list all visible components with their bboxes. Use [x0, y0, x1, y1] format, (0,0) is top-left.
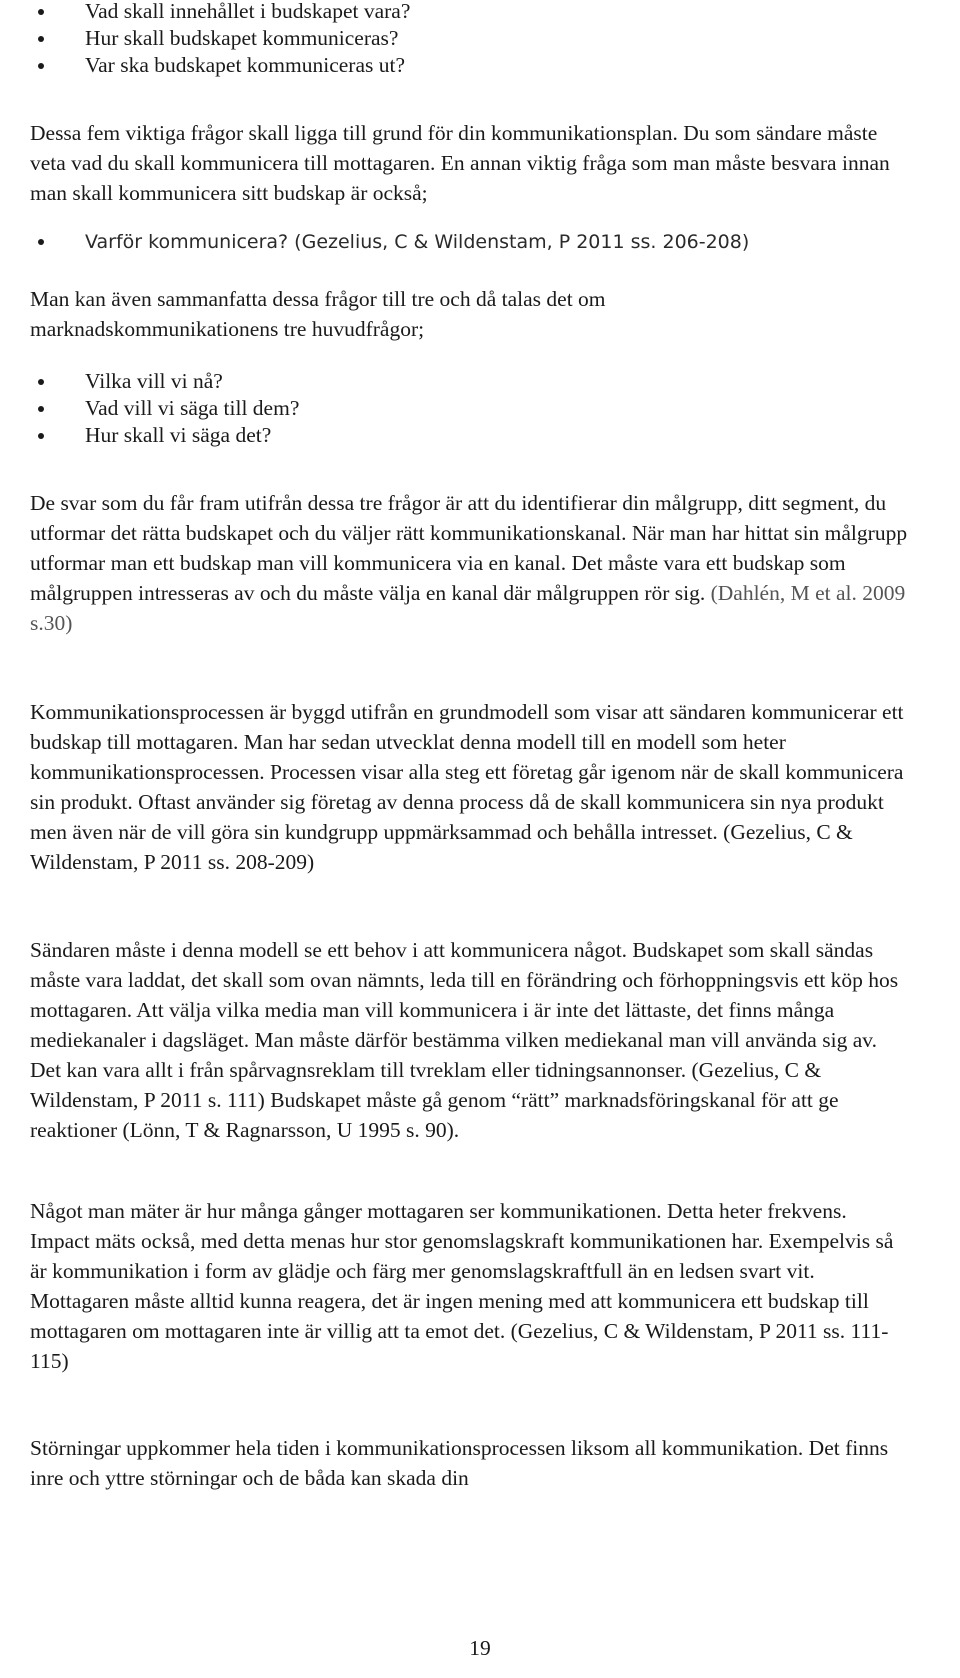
paragraph-main-questions: Man kan även sammanfatta dessa frågor till tre och då talas det om marknadskommunikationens tre huvudfrågor;	[30, 287, 606, 341]
paragraph-communication-process: Kommunikationsprocessen är byggd utifrån en grundmodell som visar att sändaren kommunicerar ett budskap till mottagaren. Man har sedan utvecklat denna modell till en modell som heter kommunikationsprocessen. Processen visar alla steg ett företag går igenom när de skall kommunicera sin produkt. Oftast använder sig företag av denna process då de skall kommunicera sin nya produkt men även när de vill göra sin kundgrupp uppmärksammad och behålla intresset. (Gezelius, C & Wildenstam, P 2011 ss. 208-209)	[30, 700, 904, 874]
list-item: Vilka vill vi nå?	[30, 368, 299, 395]
paragraph-sender: Sändaren måste i denna modell se ett behov i att kommunicera något. Budskapet som skall sändas måste vara laddat, det skall som ovan nämnts, leda till en förändring och förhoppningsvis ett köp hos mottagaren. Att välja vilka media man vill kommunicera i är inte det lättaste, det finns många mediekanaler i dagsläget. Man måste därför bestämma vilken mediekanal man vill använda sig av. Det kan vara allt i från spårvagnsreklam till tvreklam eller tidningsannonser. (Gezelius, C & Wildenstam, P 2011 s. 111) Budskapet måste gå genom “rätt” marknadsföringskanal för att ge reaktioner (Lönn, T & Ragnarsson, U 1995 s. 90).	[30, 938, 899, 1142]
list-item: Hur skall vi säga det?	[30, 422, 299, 449]
bullet-icon	[38, 9, 44, 15]
citation: (Dahlén, M et al. 2009 s.30)	[30, 581, 906, 635]
list-item: Vad skall innehållet i budskapet vara?	[30, 0, 410, 25]
bullet-list-why	[30, 228, 749, 256]
list-item: Vad vill vi säga till dem?	[30, 395, 299, 422]
bullet-icon	[38, 406, 44, 412]
bullet-list-questions	[30, 0, 410, 79]
list-item: Var ska budskapet kommuniceras ut?	[30, 52, 410, 79]
list-item: Varför kommunicera? (Gezelius, C & Wildenstam, P 2011 ss. 206-208)	[30, 228, 749, 256]
paragraph-target-group: De svar som du får fram utifrån dessa tre frågor är att du identifierar din målgrupp, ditt segment, du utformar det rätta budskapet och du väljer rätt kommunikationskanal. När man har hittat sin målgrupp utformar man ett budskap man vill kommunicera via en kanal. Det måste vara ett budskap som målgruppen intresseras av och du måste välja en kanal där målgruppen rör sig. (Dahlén, M et al. 2009 s.30)	[30, 491, 908, 635]
list-item: Hur skall budskapet kommuniceras?	[30, 25, 410, 52]
bullet-list-main-questions	[30, 368, 299, 449]
paragraph-frequency: Något man mäter är hur många gånger mottagaren ser kommunikationen. Detta heter frekvens. Impact mäts också, med detta menas hur stor genomslagskraft kommunikationen har. Exempelvis så är kommunikation i form av glädje och färg mer genomslagskraftfull än en ledsen svart vit. Mottagaren måste alltid kunna reagera, det är ingen mening med att kommunicera ett budskap till mottagaren om mottagaren inte är villig att ta emot det. (Gezelius, C & Wildenstam, P 2011 ss. 111-115)	[30, 1199, 894, 1373]
bullet-icon	[38, 433, 44, 439]
bullet-icon	[38, 379, 44, 385]
bullet-icon	[38, 36, 44, 42]
page-number: 19	[469, 1636, 491, 1660]
bullet-icon	[38, 239, 44, 245]
bullet-icon	[38, 63, 44, 69]
paragraph-disturbances: Störningar uppkommer hela tiden i kommunikationsprocessen liksom all kommunikation. Det finns inre och yttre störningar och de båda kan skada din	[30, 1436, 889, 1490]
paragraph-communication-plan: Dessa fem viktiga frågor skall ligga till grund för din kommunikationsplan. Du som sändare måste veta vad du skall kommunicera till mottagaren. En annan viktig fråga som man måste besvara innan man skall kommunicera sitt budskap är också;	[30, 121, 890, 205]
